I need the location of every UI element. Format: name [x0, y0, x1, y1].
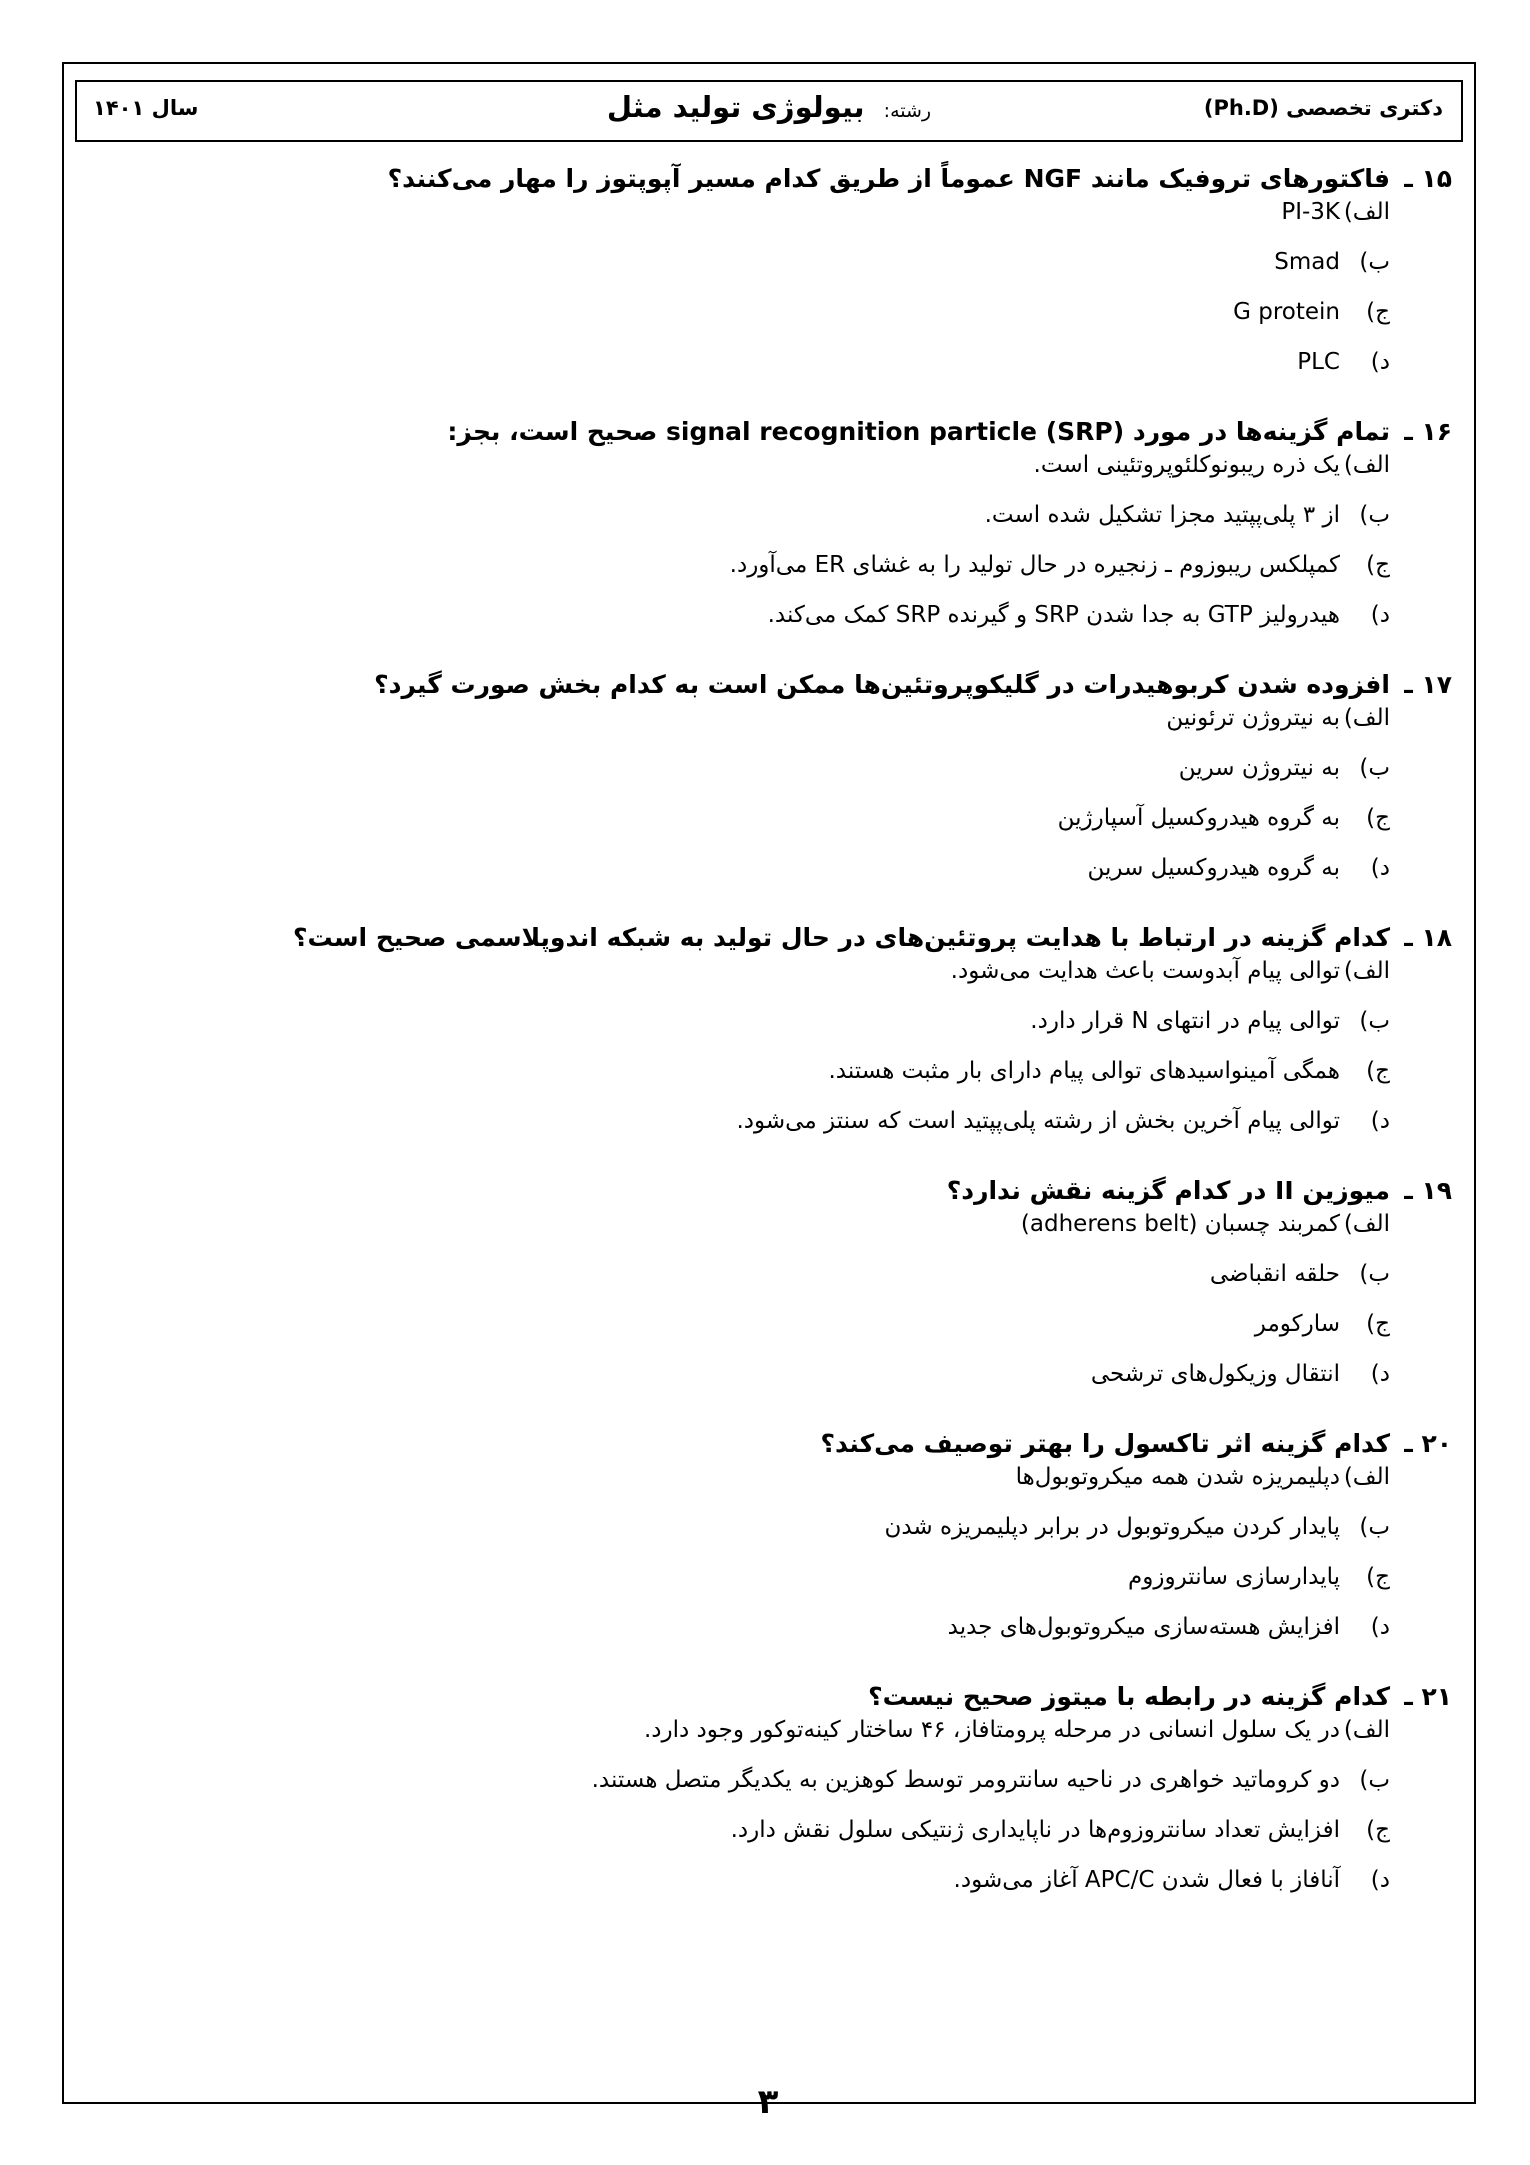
option-a [92, 1464, 1390, 1514]
question-17 [92, 670, 1452, 905]
question-header [92, 923, 1452, 952]
option-label: ب) [1359, 1008, 1390, 1034]
question-header [92, 1429, 1452, 1458]
option-d [92, 1614, 1390, 1664]
option-label: ج) [1366, 299, 1390, 325]
options-list [92, 958, 1390, 1158]
question-header [92, 1682, 1452, 1711]
option-text: حلقه انقباضی [1209, 1261, 1340, 1287]
option-b [92, 502, 1390, 552]
option-text: توالی پیام در انتهای N قرار دارد. [1030, 1008, 1340, 1034]
question-text: کدام گزینه در رابطه با میتوز صحیح نیست؟ [868, 1682, 1390, 1711]
option-label: ج) [1366, 805, 1390, 831]
option-label: ج) [1366, 1311, 1390, 1337]
option-a [92, 452, 1390, 502]
options-list [92, 1464, 1390, 1664]
option-label: د) [1370, 1867, 1390, 1893]
option-text: دو کروماتید خواهری در ناحیه سانترومر توسط کوهزین به یکدیگر متصل هستند. [591, 1767, 1340, 1793]
option-label: ب) [1359, 1514, 1390, 1540]
question-number: ۱۹ ـ [1404, 1176, 1452, 1205]
option-text: PLC [1297, 349, 1340, 375]
question-text: تمام گزینه‌ها در مورد (SRP) signal recognition particle صحیح است، بجز: [447, 417, 1390, 446]
options-list [92, 199, 1390, 399]
option-text: پایدار کردن میکروتوبول در برابر دپلیمریزه شدن [884, 1514, 1340, 1540]
option-text: G protein [1233, 299, 1340, 325]
question-number: ۲۰ ـ [1404, 1429, 1452, 1458]
option-label: د) [1370, 349, 1390, 375]
option-text: همگی آمینواسیدهای توالی پیام دارای بار مثبت هستند. [828, 1058, 1340, 1084]
question-21 [92, 1682, 1452, 1917]
option-a [92, 1717, 1390, 1767]
option-text: سارکومر [1254, 1311, 1340, 1337]
question-number: ۱۵ ـ [1404, 164, 1452, 193]
question-header [92, 164, 1452, 193]
option-label: ب) [1359, 502, 1390, 528]
option-label: د) [1370, 602, 1390, 628]
option-label: الف) [1343, 705, 1390, 731]
option-b [92, 1261, 1390, 1311]
option-c [92, 1058, 1390, 1108]
options-list [92, 705, 1390, 905]
question-20 [92, 1429, 1452, 1664]
footer-rule-right [822, 2102, 1460, 2104]
options-list [92, 1211, 1390, 1411]
option-label: د) [1370, 1361, 1390, 1387]
option-text: در یک سلول انسانی در مرحله پرومتافاز، ۴۶ ساختار کینه‌توکور وجود دارد. [643, 1717, 1340, 1743]
question-header [92, 417, 1452, 446]
option-text: دپلیمریزه شدن همه میکروتوبول‌ها [1015, 1464, 1340, 1490]
option-text: کمپلکس ریبوزوم ـ زنجیره در حال تولید را به غشای ER می‌آورد. [729, 552, 1340, 578]
question-header [92, 670, 1452, 699]
question-header [92, 1176, 1452, 1205]
option-a [92, 958, 1390, 1008]
option-d [92, 1867, 1390, 1917]
option-label: د) [1370, 1614, 1390, 1640]
option-text: توالی پیام آخرین بخش از رشته پلی‌پپتید است که سنتز می‌شود. [736, 1108, 1340, 1134]
option-b [92, 1514, 1390, 1564]
option-label: ب) [1359, 1767, 1390, 1793]
option-text: Smad [1274, 249, 1340, 275]
option-text: پایدارسازی سانتروزوم [1128, 1564, 1340, 1590]
question-text: کدام گزینه در ارتباط با هدایت پروتئین‌های در حال تولید به شبکه اندوپلاسمی صحیح است؟ [293, 923, 1390, 952]
option-label: الف) [1343, 1464, 1390, 1490]
question-text: کدام گزینه اثر تاکسول را بهتر توصیف می‌کند؟ [820, 1429, 1390, 1458]
option-b [92, 249, 1390, 299]
option-text: هیدرولیز GTP به جدا شدن SRP و گیرنده SRP کمک می‌کند. [767, 602, 1340, 628]
questions-list [92, 164, 1452, 1935]
option-text: توالی پیام آبدوست باعث هدایت می‌شود. [950, 958, 1340, 984]
option-text: انتقال وزیکول‌های ترشحی [1090, 1361, 1340, 1387]
option-text: از ۳ پلی‌پپتید مجزا تشکیل شده است. [984, 502, 1340, 528]
question-number: ۱۷ ـ [1404, 670, 1452, 699]
question-number: ۱۶ ـ [1404, 417, 1452, 446]
option-text: یک ذره ریبونوکلئوپروتئینی است. [1033, 452, 1340, 478]
question-text: فاکتورهای تروفیک مانند NGF عموماً از طریق کدام مسیر آپوپتوز را مهار می‌کنند؟ [387, 164, 1390, 193]
footer-rule-left [78, 2102, 708, 2104]
option-text: افزایش تعداد سانتروزوم‌ها در ناپایداری ژنتیکی سلول نقش دارد. [730, 1817, 1340, 1843]
option-label: ب) [1359, 755, 1390, 781]
option-a [92, 705, 1390, 755]
exam-year: سال ۱۴۰۱ [93, 96, 199, 120]
option-c [92, 552, 1390, 602]
page-number: ۳ [757, 2082, 779, 2122]
field-name: بیولوژی تولید مثل [606, 90, 865, 124]
option-text: به نیتروژن سرین [1178, 755, 1340, 781]
question-number: ۱۸ ـ [1404, 923, 1452, 952]
page-header [75, 80, 1463, 142]
option-label: ب) [1359, 249, 1390, 275]
option-d [92, 855, 1390, 905]
question-18 [92, 923, 1452, 1158]
option-text: به گروه هیدروکسیل سرین [1087, 855, 1340, 881]
question-19 [92, 1176, 1452, 1411]
option-text: PI-3K [1281, 199, 1340, 225]
question-text: افزوده شدن کربوهیدرات در گلیکوپروتئین‌ها ممکن است به کدام بخش صورت گیرد؟ [374, 670, 1390, 699]
option-label: الف) [1343, 1717, 1390, 1743]
option-b [92, 755, 1390, 805]
options-list [92, 452, 1390, 652]
option-c [92, 1817, 1390, 1867]
option-label: الف) [1343, 199, 1390, 225]
option-c [92, 299, 1390, 349]
option-label: ج) [1366, 1058, 1390, 1084]
option-a [92, 1211, 1390, 1261]
question-number: ۲۱ ـ [1404, 1682, 1452, 1711]
question-15 [92, 164, 1452, 399]
degree-label: دکتری تخصصی (Ph.D) [1203, 96, 1443, 120]
option-label: ج) [1366, 1564, 1390, 1590]
field-label: رشته: [883, 100, 932, 122]
option-label: د) [1370, 1108, 1390, 1134]
option-label: الف) [1343, 958, 1390, 984]
option-b [92, 1767, 1390, 1817]
question-text: میوزین II در کدام گزینه نقش ندارد؟ [946, 1176, 1390, 1205]
option-c [92, 1564, 1390, 1614]
option-label: الف) [1343, 452, 1390, 478]
option-b [92, 1008, 1390, 1058]
option-text: به نیتروژن ترئونین [1166, 705, 1340, 731]
option-c [92, 805, 1390, 855]
option-label: ج) [1366, 1817, 1390, 1843]
option-d [92, 602, 1390, 652]
option-d [92, 349, 1390, 399]
options-list [92, 1717, 1390, 1917]
option-text: آنافاز با فعال شدن APC/C آغاز می‌شود. [953, 1867, 1340, 1893]
option-label: ب) [1359, 1261, 1390, 1287]
option-d [92, 1361, 1390, 1411]
option-text: افزایش هسته‌سازی میکروتوبول‌های جدید [947, 1614, 1340, 1640]
option-d [92, 1108, 1390, 1158]
option-label: ج) [1366, 552, 1390, 578]
option-text: کمربند چسبان (adherens belt) [1020, 1211, 1340, 1237]
question-16 [92, 417, 1452, 652]
option-a [92, 199, 1390, 249]
option-text: به گروه هیدروکسیل آسپارژین [1057, 805, 1340, 831]
option-label: د) [1370, 855, 1390, 881]
option-label: الف) [1343, 1211, 1390, 1237]
option-c [92, 1311, 1390, 1361]
